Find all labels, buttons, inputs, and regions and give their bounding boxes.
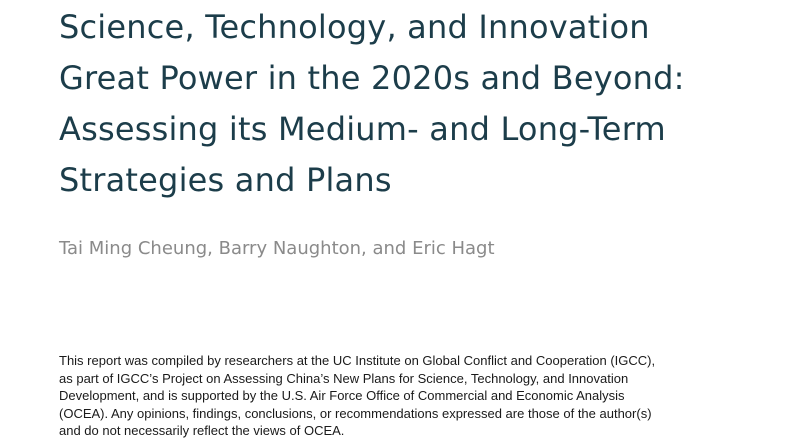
report-title bbox=[59, 2, 779, 206]
title-line: Science, Technology, and Innovation bbox=[59, 8, 650, 46]
disclaimer-line: (OCEA). Any opinions, findings, conclusions, or recommendations expressed are those of the author(s) bbox=[59, 405, 652, 421]
author-list: Tai Ming Cheung, Barry Naughton, and Eric Hagt bbox=[59, 238, 495, 259]
disclaimer-line: as part of IGCC’s Project on Assessing China’s New Plans for Science, Technology, and Innovation bbox=[59, 370, 629, 386]
title-line: Strategies and Plans bbox=[59, 161, 392, 199]
disclaimer-line: and do not necessarily reflect the views of OCEA. bbox=[59, 423, 345, 438]
disclaimer-line: Development, and is supported by the U.S. Air Force Office of Commercial and Economic Analysis bbox=[59, 388, 625, 403]
title-line: Assessing its Medium- and Long-Term bbox=[59, 110, 666, 148]
title-line: Great Power in the 2020s and Beyond: bbox=[59, 59, 685, 97]
disclaimer-paragraph bbox=[59, 352, 749, 440]
disclaimer-line: This report was compiled by researchers at the UC Institute on Global Conflict and Cooperation (IGCC), bbox=[59, 353, 656, 368]
